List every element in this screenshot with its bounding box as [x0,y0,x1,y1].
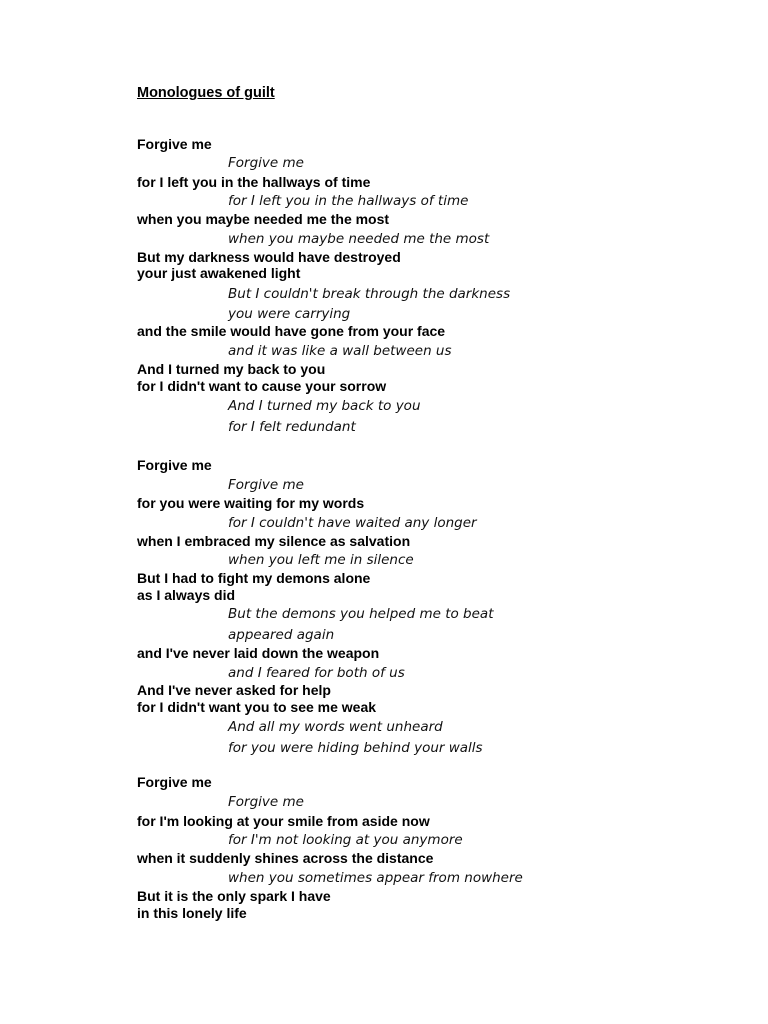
poem-line-bold: your just awakened light [137,265,301,281]
poem-line-italic: Forgive me [228,794,304,810]
poem-line-bold: and the smile would have gone from your face [137,323,446,339]
poem-line-italic: Forgive me [228,155,304,171]
poem-line-italic: Forgive me [228,477,304,493]
poem-line-bold: in this lonely life [137,905,247,921]
poem-line-bold: for you were waiting for my words [137,495,365,511]
poem-line-italic: But I couldn't break through the darkness [228,286,511,302]
poem-line-italic: and I feared for both of us [228,665,405,681]
poem-line-italic: And I turned my back to you [228,398,421,414]
poem-line-italic: for I left you in the hallways of time [228,193,469,209]
poem-line-bold: Forgive me [137,136,212,152]
poem-line-bold: for I'm looking at your smile from aside now [137,813,430,829]
poem-line-bold: as I always did [137,587,236,603]
poem-line-italic: for you were hiding behind your walls [228,740,483,756]
poem-line-italic: when you sometimes appear from nowhere [228,870,523,886]
poem-line-italic: for I'm not looking at you anymore [228,832,463,848]
poem-line-italic: for I felt redundant [228,419,356,435]
poem-line-bold: and I've never laid down the weapon [137,645,380,661]
poem-line-bold: for I didn't want to cause your sorrow [137,378,387,394]
poem-line-italic: But the demons you helped me to beat [228,606,494,622]
poem-line-bold: for I left you in the hallways of time [137,174,371,190]
poem-line-bold: And I've never asked for help [137,682,331,698]
poem-line-bold: But it is the only spark I have [137,888,331,904]
poem-line-italic: you were carrying [228,306,351,322]
poem-line-bold: Forgive me [137,774,212,790]
poem-line-italic: and it was like a wall between us [228,343,452,359]
poem-line-bold: And I turned my back to you [137,361,326,377]
poem-line-bold: when I embraced my silence as salvation [137,533,411,549]
poem-line-bold: Forgive me [137,457,212,473]
poem-line-italic: when you maybe needed me the most [228,231,490,247]
poem-line-italic: And all my words went unheard [228,719,443,735]
poem-line-italic: appeared again [228,627,335,643]
poem-line-italic: for I couldn't have waited any longer [228,515,477,531]
poem-line-bold: But I had to fight my demons alone [137,570,371,586]
poem-line-italic: when you left me in silence [228,552,414,568]
poem-line-bold: But my darkness would have destroyed [137,249,401,265]
poem-line-bold: for I didn't want you to see me weak [137,699,377,715]
poem-line-bold: when it suddenly shines across the distance [137,850,434,866]
poem-line-bold: when you maybe needed me the most [137,211,390,227]
poem-title: Monologues of guilt [137,85,275,101]
